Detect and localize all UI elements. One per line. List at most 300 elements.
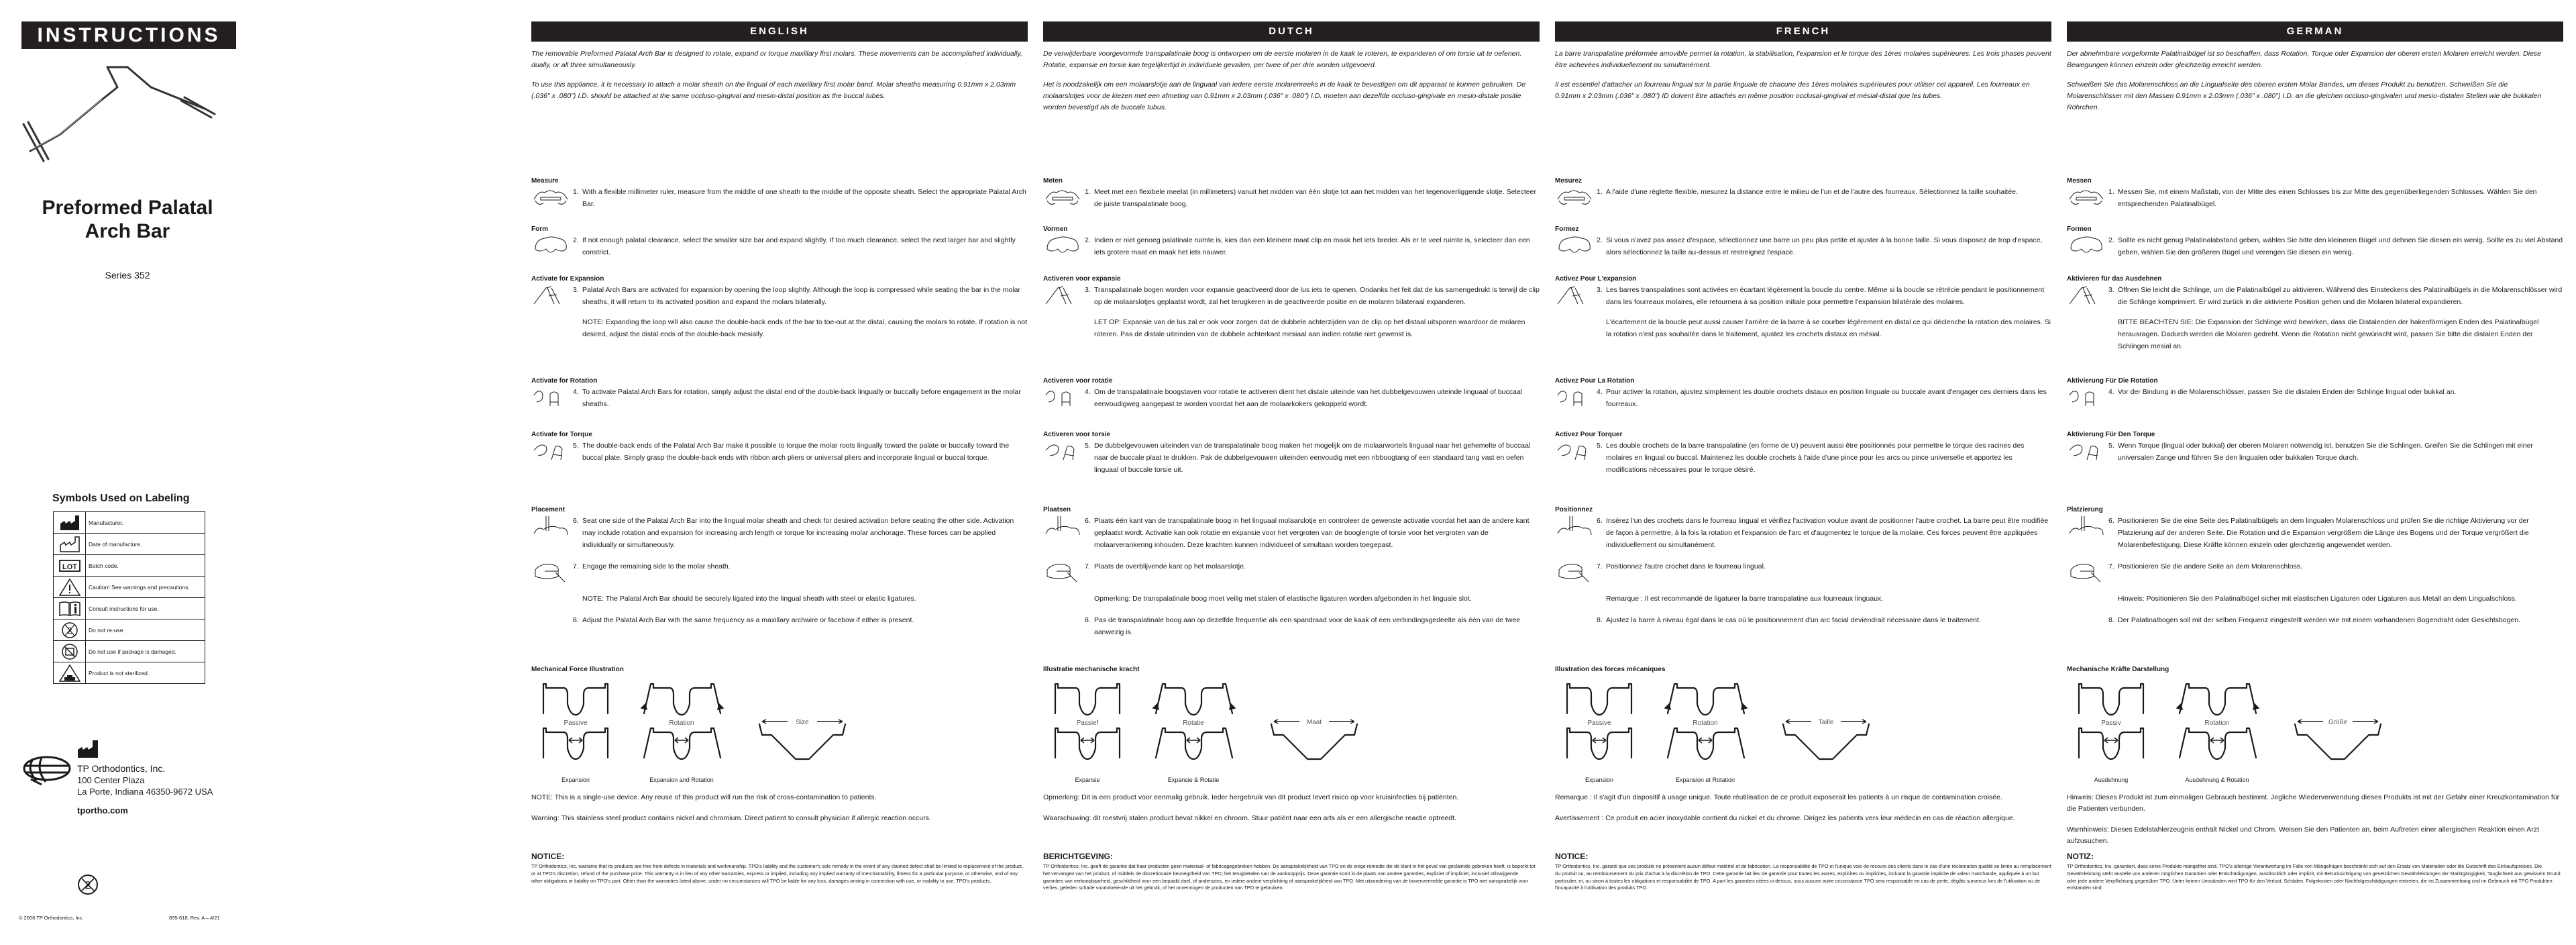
symbol-row xyxy=(54,512,205,534)
step-text: Palatal Arch Bars are activated for expansion by opening the loop slightly. Although the loop is compressed while seating the bar in the molar sheaths, it will return to its activated position and expand the molars bilaterally. xyxy=(582,286,1020,306)
passive-bar xyxy=(543,684,608,715)
instruction-step xyxy=(531,284,1028,308)
step-number: 3. xyxy=(1597,286,1603,294)
section-title: Activez Pour Torquer xyxy=(1555,431,1623,438)
section-title: Activate for Torque xyxy=(531,431,592,438)
passive-label: Passive xyxy=(1587,719,1611,727)
language-column-french xyxy=(1555,21,2051,941)
instruction-step xyxy=(1043,440,1540,476)
step-text: Les barres transpalatines sont activées en écartant légèrement la boucle du centre. Même si la boucle se rétrécie pendant le positionnement dans les fourreaux molaires, elle retournera à sa position initiale pour permettre l'expansion bilatérale des molaires. xyxy=(1606,286,2045,306)
instruction-step xyxy=(2067,560,2563,585)
section-rotation xyxy=(531,377,1028,410)
step-text: Positionnez l'autre crochet dans le fourreau lingual. xyxy=(1606,562,1766,570)
expansion-bar xyxy=(1055,728,1120,759)
expansion-thumb-icon xyxy=(1043,284,1082,307)
step-note: NOTE: Expanding the loop will also cause the double-back ends of the bar to toe-out at the distal, causing the molars to rotate. If rotation is not desired, adjust the distal ends of the double-back mesially. xyxy=(582,318,1028,338)
section-measure xyxy=(1555,177,2051,210)
warranty-notice xyxy=(531,852,1028,885)
rotation-arrow-icon xyxy=(2177,704,2259,709)
passive-bar xyxy=(1567,684,1631,715)
rotation-thumb-icon xyxy=(2067,386,2106,409)
exp-rot-arrow-icon xyxy=(1699,738,1712,743)
expansion-bar xyxy=(2079,728,2143,759)
size-label: Größe xyxy=(2328,719,2348,726)
exp-rot-label: Expansion et Rotation xyxy=(1675,777,1735,783)
step-text: Transpalatinale bogen worden voor expansie geactiveerd door de lus iets te openen. Ondanks het feit dat de lus samengedrukt is terwijl de clip op de molaarslotjes geplaatst wordt, zal het terugkeren in de geactiveerde positie en de molaren bilateraal expanderen. xyxy=(1094,286,1540,306)
step-text: Vor der Bindung in die Molarenschlösser, passen Sie die distalen Enden der Schlinge lingual oder bukkal an. xyxy=(2118,388,2457,396)
section-title: Formen xyxy=(2067,226,2092,233)
section-title: Activeren voor torsie xyxy=(1043,431,1111,438)
exp-rot-label: Expansion and Rotation xyxy=(649,777,714,783)
rotation-arrow-icon xyxy=(641,704,723,709)
instruction-step xyxy=(1043,186,1540,210)
section-form xyxy=(531,226,1028,258)
exp-rot-bar xyxy=(1668,728,1744,759)
section-title: Positionnez xyxy=(1555,506,1593,513)
language-header: FRENCH xyxy=(1555,21,2051,42)
instruction-step xyxy=(2067,515,2563,551)
nickel-warning: Waarschuwing: dit roestvrij stalen product bevat nikkel en chroom. Stuur patiënt naar een arts als er een allergische reactie optreedt. xyxy=(1043,814,1456,822)
step-note: Remarque : Il est recommandé de ligaturer la barre transpalatine aux fourreaux linguaux. xyxy=(1606,595,1884,603)
step-number: 6. xyxy=(1085,517,1091,525)
step-number: 7. xyxy=(1085,562,1091,570)
step-text: Si vous n'avez pas assez d'espace, sélectionnez une barre un peu plus petite et ajuster à la bonne taille. Si vous disposez de trop d'espace, alors sélectionnez la taille au-dessus et restreignez l'espace. xyxy=(1606,236,2043,256)
exp-rot-arrow-icon xyxy=(1187,738,1200,743)
step-text: Om de transpalatinale boogstaven voor rotatie te activeren dient het distale uiteinde van het dubbelgevouwen uiteinde linguaal of buccaal eenvoudigweg aangepast te worden voordat het aan de molaarkokers gekoppeld wordt. xyxy=(1094,388,1523,408)
step-note: L'écartement de la boucle peut aussi causer l'arrière de la barre à se courber légèrement en distal ce qui déclenche la rotation des molaires. Si la rotation n'est pas souhaitée dans le traitement, ajustez les crochets distaux en mésial. xyxy=(1606,318,2051,338)
manufacturer-icon xyxy=(77,740,99,758)
instruction-step xyxy=(1043,284,1540,308)
placement-thumb-icon xyxy=(531,515,570,538)
step-text: Öffnen Sie leicht die Schlinge, um die Palatinalbügel zu aktivieren. Während des Einsteckens des Palatinalbügels in die Molarenschlösser wird die Schlinge komprimiert. Er wird zurück in die aktivierte Position gehen und die Molaren bilateral expandieren. xyxy=(2118,286,2563,306)
instruction-step xyxy=(2067,614,2563,638)
exp-rot-label: Expansie & Rotatie xyxy=(1167,777,1220,783)
instruction-step xyxy=(2067,386,2563,410)
step-note: Hinweis: Positionieren Sie den Palatinalbügel sicher mit elastischen Ligaturen oder Ligaturen aus Metall an dem Lingualschloss. xyxy=(2118,595,2517,603)
step-number: 2. xyxy=(1085,236,1091,244)
exp-rot-arrow-icon xyxy=(675,738,688,743)
rotation-bar xyxy=(1156,684,1232,715)
symbol-label: Caution! See warnings and precautions. xyxy=(86,577,205,598)
intro-paragraph: The removable Preformed Palatal Arch Bar is designed to rotate, expand or torque maxillary first molars. These movements can be accomplished individually, dually, or all three simultaneously. xyxy=(531,50,1022,69)
consult-instructions-icon xyxy=(58,601,81,617)
symbol-label: Batch code. xyxy=(86,555,205,577)
step-text: A l'aide d'une réglette flexible, mesurez la distance entre le milieu de l'un et de l'autre des fourreaux. Sélectionnez la taille souhaitée. xyxy=(1606,188,2018,196)
intro-text xyxy=(531,48,1028,102)
section-title: Aktivierung Für Den Torque xyxy=(2067,431,2155,438)
step-number: 4. xyxy=(1597,388,1603,396)
step-text: Engage the remaining side to the molar sheath. xyxy=(582,562,731,570)
instruction-step xyxy=(1555,515,2051,551)
section-expansion xyxy=(2067,275,2563,352)
step-text: Pour activer la rotation, ajustez simplement les double crochets distaux en position linguale ou buccale avant d'engager ces derniers dans les fourreaux. xyxy=(1606,388,2047,408)
step-number: 1. xyxy=(1085,188,1091,196)
single-use-note: Hinweis: Dieses Produkt ist zum einmaligen Gebrauch bestimmt. Jegliche Wiederverwendung dieses Produkts ist mit der Gefahr einer Kreuzkontamination für die Patienten verbunden. xyxy=(2067,793,2560,813)
force-diagram xyxy=(531,675,880,789)
step-number: 6. xyxy=(2108,517,2114,525)
section-title: Vormen xyxy=(1043,226,1068,233)
company-address xyxy=(77,763,213,797)
exp-rot-bar xyxy=(644,728,720,759)
section-expansion xyxy=(531,275,1028,340)
rotation-label: Rotatie xyxy=(1183,719,1204,727)
step-number: 4. xyxy=(1085,388,1091,396)
section-rotation xyxy=(1555,377,2051,410)
step-number: 5. xyxy=(573,442,579,450)
size-label: Size xyxy=(796,719,809,726)
mechanical-force-illustration xyxy=(2067,666,2563,789)
mech-title: Illustratie mechanische kracht xyxy=(1043,666,1140,673)
instruction-step xyxy=(531,234,1028,258)
mech-title: Mechanische Kräfte Darstellung xyxy=(2067,666,2169,673)
address-line-1: 100 Center Plaza xyxy=(77,775,145,785)
step-text: Les double crochets de la barre transpalatine (en forme de U) peuvent aussi être positionnés pour permettre le torque des racines des molaires en lingual ou buccal. Maintenez les double crochets à l'aide d'une pince pour les arcs ou pince universelle et apportez les modifications nécessaires pour le torque désiré. xyxy=(1606,442,2025,474)
force-diagram xyxy=(1043,675,1392,789)
step-number: 3. xyxy=(2108,286,2114,294)
size-bar xyxy=(1271,724,1357,759)
step-note: NOTE: The Palatal Arch Bar should be securely ligated into the lingual sheath with steel or elastic ligatures. xyxy=(582,595,916,603)
expansion-thumb-icon xyxy=(1555,284,1594,307)
engage-thumb-icon xyxy=(531,560,570,583)
section-title: Activez Pour L'expansion xyxy=(1555,275,1637,283)
step-text: Der Palatinalbogen soll mit der selben Frequenz eingestellt werden wie mit einem vorhandenen Bogendraht oder Gesichtsbogen. xyxy=(2118,616,2521,624)
force-diagram xyxy=(2067,675,2416,789)
symbol-row xyxy=(54,534,205,555)
notice-text: TP Orthodontics, Inc. garanti que ses produits ne présentent aucun défaut matériel et de fabrication. La responsabilité de TPO et l'unique voie de recours des clients dans le cas d'une réclamation qualité se limite au remplacement du produit ou, au remboursement du prix d'achat à la discrétion de TPO. Cette garantie fait lieu de garantie pour toutes les autres, explicites ou implicites, incluant la garantie implicite de valeur marchande, appliquée à un but particulier, et, ou sinon à toutes les obligations et responsabilité de TPO. A part les garanties citées ci-dessus, sous aucune autre circonstance TPO sera responsable en cas de perte, dégâts survenus lors de l'utilisation ou de l'incapacité à l'utilisation des produits TPO. xyxy=(1555,863,2051,891)
step-text: Plaats één kant van de transpalatinale boog in het linguaal molaarslotje en controleer de gewenste activatie voordat het aan de andere kant geplaatst wordt. Activatie kan ook rotatie en expansie voor het vergroten van de booglengte of torsie voor het vergroten van de molaarverankering inhouden. Deze krachten kunnen individueel of simultaan worden toegepast. xyxy=(1094,517,1529,549)
section-title: Activate for Expansion xyxy=(531,275,604,283)
instruction-step xyxy=(1555,234,2051,258)
intro-paragraph: Il est essentiel d'attacher un fourreau lingual sur la partie linguale de chacune des 1ères molaires supérieures pour utiliser cet appareil. Les fourreaux en 0.91mm x 2.03mm (.036" x .080") ID doivent être attachés en même position occlusal-gingival et mésial-distal que les tubes. xyxy=(1555,81,2030,100)
symbol-label: Do not use if package is damaged. xyxy=(86,641,205,662)
passive-label: Passief xyxy=(1076,719,1099,727)
intro-text xyxy=(1043,48,1540,113)
caution-icon xyxy=(59,579,80,596)
symbols-title: Symbols Used on Labeling xyxy=(52,493,190,504)
step-text: To activate Palatal Arch Bars for rotation, simply adjust the distal end of the double-back lingually or buccally before engagement in the molar sheaths. xyxy=(582,388,1021,408)
rotation-bar xyxy=(1668,684,1744,715)
language-header: ENGLISH xyxy=(531,21,1028,42)
size-bar xyxy=(759,724,845,759)
measure-thumb-icon xyxy=(1043,186,1082,209)
instruction-step xyxy=(1555,284,2051,308)
step-text: Positionieren Sie die andere Seite an dem Molarenschloss. xyxy=(2118,562,2302,570)
section-title: Platzierung xyxy=(2067,506,2103,513)
section-form xyxy=(1555,226,2051,258)
svg-text:2: 2 xyxy=(66,625,72,636)
section-title: Plaatsen xyxy=(1043,506,1071,513)
step-note: BITTE BEACHTEN SIE: Die Expansion der Schlinge wird bewirken, dass die Distalenden der hakenförmigen Enden des Palatinalbügel herausragen. Dadurch werden die Molaren gedreht. Wenn die Rotation nicht gewünscht wird, passen Sie bitte die distalen Enden der Schlingen mesial an. xyxy=(2118,318,2539,350)
engage-thumb-icon xyxy=(1555,560,1594,583)
expansion-thumb-icon xyxy=(531,284,570,307)
notice-title: NOTICE: xyxy=(1555,852,1589,861)
engage-thumb-icon xyxy=(1043,560,1082,583)
svg-text:LOT: LOT xyxy=(62,562,77,571)
instruction-step xyxy=(1043,614,1540,638)
section-title: Aktivieren für das Ausdehnen xyxy=(2067,275,2162,283)
expansion-arrow-icon xyxy=(1593,738,1606,743)
step-number: 3. xyxy=(1085,286,1091,294)
step-number: 7. xyxy=(1597,562,1603,570)
symbol-label: Manufacturer. xyxy=(86,512,205,534)
notice-text: TP Orthodontics, Inc. garantiert, dass seine Produkte mängelfrei sind. TPO's alleinige Verantwortung im Falle von Mängelrügen beschränkt sich auf den Ersatz von Materialien oder die Gutschrift des Einkaufspreises. Die Gewährleistung steht anstelle von anderen möglichen Garantien oder Entschädigungen, ausdrücklich oder implizit, mit Berücksichtigung von gesetzlichen Gewährleistungen der Marktgängigkeit, Tauglichkeit aus gewissem Grund oder jede andere Verpflichtung gegenüber TPO. Unter keinen Umständen wird TPO für den Verlust, Schäden, Folgekosten oder Nachfolgeschädigungen eintreten, die im Zusammenhang und im Gebrauch mit TPO Produkten entstanden sind. xyxy=(2067,863,2561,891)
form-thumb-icon xyxy=(1555,234,1594,257)
step-text: With a flexible millimeter ruler, measure from the middle of one sheath to the middle of the opposite sheath. Select the appropriate Palatal Arch Bar. xyxy=(582,188,1026,208)
size-bar xyxy=(1783,724,1869,759)
language-column-dutch xyxy=(1043,21,1540,941)
section-rotation xyxy=(1043,377,1540,410)
step-number: 8. xyxy=(2108,616,2114,624)
expansion-label: Expansie xyxy=(1075,777,1100,783)
section-title: Activate for Rotation xyxy=(531,377,598,385)
step-number: 3. xyxy=(573,286,579,294)
passive-label: Passiv xyxy=(2101,719,2121,727)
step-number: 5. xyxy=(1085,442,1091,450)
step-text: Messen Sie, mit einem Maßstab, von der Mitte des einen Schlosses bis zur Mitte des gegenüberliegenden Schlosses. Wählen Sie den entsprechenden Palatinalbügel. xyxy=(2118,188,2537,208)
single-use-note: Remarque : Il s'agit d'un dispositif à usage unique. Toute réutilisation de ce produit exposerait les patients à un risque de contamination croisée. xyxy=(1555,793,2002,801)
notice-title: BERICHTGEVING: xyxy=(1043,852,1114,861)
placement-thumb-icon xyxy=(1043,515,1082,538)
passive-bar xyxy=(1055,684,1120,715)
step-number: 8. xyxy=(1597,616,1603,624)
section-measure xyxy=(531,177,1028,210)
section-title: Activez Pour La Rotation xyxy=(1555,377,1635,385)
symbol-row xyxy=(54,555,205,577)
notice-text: TP Orthodontics, Inc. warrants that its products are free from defects in materials and workmanship. TPO's liability and the customer's sole remedy in the event of any claimed defect shall be limited to replacement of the product, or at TPO's discretion, refund of the purchase price. This warranty is in lieu of any other warranties, express or implied, including any implied warranty of merchantability, fitness for a particular purpose, or otherwise, and of any other obligations or liability on TPO's part. Other than the warranties listed above, under no circumstances will TPO be liable for any loss, damages arising in connection with use, or inability to use, TPO's products. xyxy=(531,863,1023,884)
nickel-warning: Warning: This stainless steel product contains nickel and chromium. Direct patient to consult physician if allergic reaction occurs. xyxy=(531,814,931,822)
tp-orthodontics-logo xyxy=(21,755,75,786)
expansion-bar xyxy=(543,728,608,759)
rotation-thumb-icon xyxy=(531,386,570,409)
step-text: Sollte es nicht genug Palatinalabstand geben, wählen Sie bitte den kleineren Bügel und dehnen Sie diesen ein wenig. Sollte es zu viel Abstand geben, wählen Sie den größeren Bügel und verengen Sie diesen ein wenig. xyxy=(2118,236,2563,256)
instruction-step xyxy=(2067,234,2563,258)
instruction-step xyxy=(531,614,1028,638)
step-text: Seat one side of the Palatal Arch Bar into the lingual molar sheath and check for desired activation before seating the other side. Activation may include rotation and expansion for increasing arch length or torque for increasing molar anchorage. These forces can be applied individually or simultaneously. xyxy=(582,517,1014,549)
mech-title: Illustration des forces mécaniques xyxy=(1555,666,1666,673)
section-placement xyxy=(2067,506,2563,638)
symbol-row xyxy=(54,619,205,641)
lot-icon xyxy=(59,559,80,573)
symbol-label: Date of manufacture. xyxy=(86,534,205,555)
copyright: © 2006 TP Orthodontics, Inc. xyxy=(19,915,84,921)
section-placement xyxy=(1555,506,2051,638)
step-text: Ajustez la barre à niveau égal dans le cas où le positionnement d'un arc facial deviendrait nécessaire dans le traitement. xyxy=(1606,616,1981,624)
instruction-step xyxy=(2067,186,2563,210)
intro-text xyxy=(1555,48,2051,102)
instruction-step xyxy=(2067,440,2563,464)
step-text: Plaats de overblijvende kant op het molaarslotje. xyxy=(1094,562,1246,570)
section-expansion xyxy=(1555,275,2051,340)
section-torque xyxy=(2067,431,2563,464)
expansion-label: Expansion xyxy=(1585,777,1614,783)
mechanical-force-illustration xyxy=(1555,666,2051,789)
torque-thumb-icon xyxy=(2067,440,2106,462)
instruction-step xyxy=(1043,386,1540,410)
instruction-step xyxy=(531,560,1028,585)
single-use-note: Opmerking: Dit is een product voor eenmalig gebruik. Ieder hergebruik van dit product levert risico op voor kruisinfecties bij patiënten. xyxy=(1043,793,1459,801)
mechanical-force-illustration xyxy=(531,666,1028,789)
instructions-banner: INSTRUCTIONS xyxy=(21,21,236,49)
instruction-step xyxy=(531,515,1028,551)
intro-text xyxy=(2067,48,2563,113)
section-placement xyxy=(1043,506,1540,638)
notice-title: NOTICE: xyxy=(531,852,565,861)
step-text: Insérez l'un des crochets dans le fourreau lingual et vérifiez l'activation voulue avant de positionner l'autre crochet. La barre peut être modifiée de façon à permettre, à la fois la rotation et l'expansion de l'arc et d'augmentez le torque de la molaire. Ces forces peuvent être appliquées individuellement ou simultanément. xyxy=(1606,517,2049,549)
symbol-row xyxy=(54,577,205,598)
section-measure xyxy=(2067,177,2563,210)
warranty-notice xyxy=(1555,852,2051,892)
instruction-step xyxy=(1043,560,1540,585)
warnings xyxy=(1043,792,1540,824)
cover-panel xyxy=(0,0,268,945)
step-number: 5. xyxy=(2108,442,2114,450)
step-number: 2. xyxy=(2108,236,2114,244)
section-title: Measure xyxy=(531,177,559,185)
rotation-thumb-icon xyxy=(1043,386,1082,409)
exp-rot-bar xyxy=(2180,728,2256,759)
notice-text: TP Orthodontics, Inc. geeft de garantie dat haar producten geen materiaal- of fabricagegebreken hebben. De aansprakelijkheid van TPO en de enige remedie die de klant in het geval van geclaimde gebreken heeft, is beperkt tot het vervangen van het product, of middels de discretionaire bevoegdheid van TPO, het terugbetalen van de aankoopprijs. Deze garantie komt in de plaats van andere garanties, expliciet of impliciet, inclusief stilzwijgende garanties van verkoopbaarheid, geschiktheid voor een bepaald doel, of anderszins, en iedere andere verplichting of aansprakelijkheid van TPO. Met uitzondering van de bovenvermelde garantie is TPO niet aansprakelijk voor verlies, geleden schade voortvloeiende uit het gebruik, of het onvermogen de producten van TPO te gebruiken. xyxy=(1043,863,1536,891)
instruction-step xyxy=(1555,186,2051,210)
expansion-label: Expansion xyxy=(561,777,590,783)
damaged-package-icon xyxy=(61,643,78,660)
instruction-step xyxy=(531,386,1028,410)
rotation-label: Rotation xyxy=(1693,719,1718,727)
measure-thumb-icon xyxy=(531,186,570,209)
rotation-bar xyxy=(2180,684,2256,715)
document-number: 895-618, Rev. A – 4/21 xyxy=(169,915,220,921)
step-text: Wenn Torque (lingual oder bukkal) der oberen Molaren notwendig ist, benutzen Sie die Schlingen. Greifen Sie die Schlingen mit einer universalen Zange und führen Sie den lingualen oder bukkalen Torque durch. xyxy=(2118,442,2533,462)
step-text: Adjust the Palatal Arch Bar with the same frequency as a maxillary archwire or facebow if either is present. xyxy=(582,616,914,624)
manufacturer-icon xyxy=(59,515,80,531)
rotation-arrow-icon xyxy=(1665,704,1747,709)
torque-thumb-icon xyxy=(531,440,570,462)
engage-thumb-icon xyxy=(2067,560,2106,583)
symbols-table xyxy=(53,511,205,684)
size-label: Taille xyxy=(1818,719,1834,726)
language-column-english xyxy=(531,21,1028,941)
rotation-label: Rotation xyxy=(669,719,694,727)
symbol-label: Consult instructions for use. xyxy=(86,598,205,619)
svg-text:2: 2 xyxy=(85,880,91,891)
symbol-row xyxy=(54,662,205,684)
nickel-warning: Warnhinweis: Dieses Edelstahlerzeugnis enthält Nickel und Chrom. Weisen Sie den Patienten an, beim Auftreten einer allergischen Reaktion einen Arzt aufzusuchen. xyxy=(2067,826,2539,845)
step-number: 4. xyxy=(573,388,579,396)
step-number: 2. xyxy=(573,236,579,244)
do-not-reuse-icon xyxy=(77,874,99,895)
form-thumb-icon xyxy=(1043,234,1082,257)
section-title: Messen xyxy=(2067,177,2092,185)
date-of-manufacture-icon xyxy=(59,536,80,552)
section-torque xyxy=(1043,431,1540,476)
expansion-arrow-icon xyxy=(1081,738,1094,743)
rotation-arrow-icon xyxy=(1153,704,1235,709)
rotation-bar xyxy=(644,684,720,715)
mech-title: Mechanical Force Illustration xyxy=(531,666,624,673)
step-number: 8. xyxy=(1085,616,1091,624)
mechanical-force-illustration xyxy=(1043,666,1540,789)
exp-rot-bar xyxy=(1156,728,1232,759)
symbol-row xyxy=(54,598,205,619)
intro-paragraph: Der abnehmbare vorgeformte Palatinalbügel ist so beschaffen, dass Rotation, Torque oder Expansion der oberen ersten Molaren erreicht werden. Diese Bewegungen können einzeln oder gleichzeitig erreicht werden. xyxy=(2067,50,2542,69)
step-text: De dubbelgevouwen uiteinden van de transpalatinale boog maken het mogelijk om de molaarwortels linguaal naar het gehemelte of buccaal naar de buccale plaat te drukken. Pak de dubbelgevouwen uiteinden eenvoudig met een ribboogtang of een standaard tang vast en oefen linguaal of buccale torsie uit. xyxy=(1094,442,1531,474)
language-header: GERMAN xyxy=(2067,21,2563,42)
step-number: 7. xyxy=(2108,562,2114,570)
measure-thumb-icon xyxy=(1555,186,1594,209)
exp-rot-arrow-icon xyxy=(2210,738,2224,743)
step-text: Meet met een flexibele meelat (in millimeters) vanuit het midden van één slotje tot aan het midden van het tegenoverliggende slotje. Selecteer de juiste transpalatinale boog. xyxy=(1094,188,1536,208)
section-title: Aktivierung Für Die Rotation xyxy=(2067,377,2158,385)
expansion-bar xyxy=(1567,728,1631,759)
torque-thumb-icon xyxy=(1555,440,1594,462)
section-title: Activeren voor expansie xyxy=(1043,275,1121,283)
expansion-arrow-icon xyxy=(569,738,582,743)
step-number: 1. xyxy=(1597,188,1603,196)
step-number: 5. xyxy=(1597,442,1603,450)
section-title: Activeren voor rotatie xyxy=(1043,377,1113,385)
section-title: Mesurez xyxy=(1555,177,1582,185)
passive-label: Passive xyxy=(564,719,588,727)
exp-rot-label: Ausdehnung & Rotation xyxy=(2185,777,2249,783)
section-form xyxy=(1043,226,1540,258)
section-torque xyxy=(1555,431,2051,476)
instruction-step xyxy=(1555,440,2051,476)
step-number: 7. xyxy=(573,562,579,570)
step-note: LET OP: Expansie van de lus zal er ook voor zorgen dat de dubbele achterzijden van de clip op het distaal uitsporen waardoor de molaren roteren. Pas de distale uiteinden van de dubbele achterkant mesiaal aan indien rotatie niet gewenst is. xyxy=(1094,318,1525,338)
measure-thumb-icon xyxy=(2067,186,2106,209)
torque-thumb-icon xyxy=(1043,440,1082,462)
notice-title: NOTIZ: xyxy=(2067,852,2094,861)
form-thumb-icon xyxy=(2067,234,2106,257)
passive-bar xyxy=(2079,684,2143,715)
symbol-label: Do not re-use. xyxy=(86,619,205,641)
palatal-arch-bar-illustration xyxy=(20,60,221,168)
symbol-label: Product is not sterilized. xyxy=(86,662,205,684)
instruction-step xyxy=(1555,614,2051,638)
warnings xyxy=(1555,792,2051,824)
size-bar xyxy=(2295,724,2381,759)
series-label: Series 352 xyxy=(105,270,150,281)
step-number: 6. xyxy=(573,517,579,525)
step-note: Opmerking: De transpalatinale boog moet veilig met stalen of elastische ligaturen worden afgebonden in het linguale slot. xyxy=(1094,595,1472,603)
do-not-reuse-icon xyxy=(61,621,78,639)
nickel-warning: Avertissement : Ce produit en acier inoxydable contient du nickel et du chrome. Dirigez les patients vers leur médecin en cas de réaction allergique. xyxy=(1555,814,2015,822)
language-column-german xyxy=(2067,21,2563,941)
section-placement xyxy=(531,506,1028,638)
warranty-notice xyxy=(2067,852,2563,892)
single-use-note: NOTE: This is a single-use device. Any reuse of this product will run the risk of cross-contamination to patients. xyxy=(531,793,877,801)
section-title: Formez xyxy=(1555,226,1579,233)
website-link[interactable]: tportho.com xyxy=(77,805,128,815)
rotation-thumb-icon xyxy=(1555,386,1594,409)
step-number: 1. xyxy=(2108,188,2114,196)
instruction-step xyxy=(531,186,1028,210)
instruction-step xyxy=(1555,560,2051,585)
section-expansion xyxy=(1043,275,1540,340)
section-title: Form xyxy=(531,226,548,233)
product-title: Preformed Palatal Arch Bar xyxy=(42,197,213,242)
step-text: Pas de transpalatinale boog aan op dezelfde frequentie als een spandraad voor de kaak of een verbindingsgedeelte als één van de twee aanwezig is. xyxy=(1094,616,1521,636)
instruction-step xyxy=(1043,515,1540,551)
instruction-step xyxy=(1555,386,2051,410)
form-thumb-icon xyxy=(531,234,570,257)
step-text: Indien er niet genoeg palatinale ruimte is, kies dan een kleinere maat clip en maak het iets breder. Als er te veel ruimte is, selecteer dan een iets grotere maat en maak het iets nauwer. xyxy=(1094,236,1530,256)
section-torque xyxy=(531,431,1028,464)
step-text: Positionieren Sie die eine Seite des Palatinalbügels an dem lingualen Molarenschloss und prüfen Sie die richtige Aktivierung vor der Platzierung auf der anderen Seite. Die Rotation und die Expansion vergrößern die Länge des Bogens und der Torque vergrößert die Molarenbefestigung. Diese Kräfte können einzeln oder gleichzeitig angewendet werden. xyxy=(2118,517,2529,549)
intro-paragraph: La barre transpalatine préformée amovible permet la rotation, la stabilisation, l'expansion et le torque des 1ères molaires supérieures. Les trois phases peuvent être achevées individuellement ou simultanément. xyxy=(1555,50,2051,69)
size-label: Maat xyxy=(1306,719,1322,726)
intro-paragraph: De verwijderbare voorgevormde transpalatinale boog is ontworpen om de eerste molaren in de kaak te roteren, te expanderen of om torsie uit te oefenen. Rotatie, expansie en torsie kan tegelijkertijd in individuele gevallen, per twee of per drie worden uitgevoerd. xyxy=(1043,50,1522,69)
section-measure xyxy=(1043,177,1540,210)
